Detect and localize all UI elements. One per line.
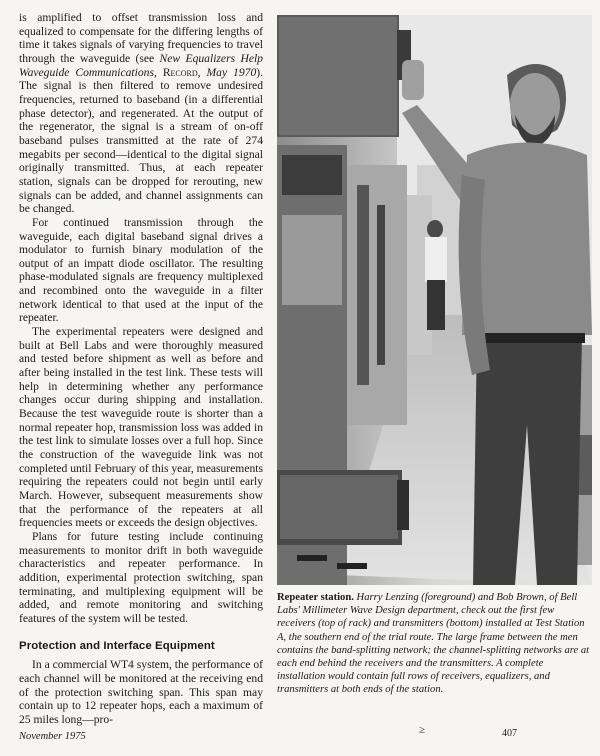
paragraph-4: Plans for future testing include continuing measurements to monitor drift in both waveguide characteristics and repeater performance. In addition, experimental protection switching, span terminating, and multiplexing equipment will be added, and remote monitoring and switching features of the system will be tested. — [19, 529, 263, 625]
paragraph-1-rest: ). The signal is then filtered to remove undesired frequencies, returned to baseband (in a differential phase detector), and regenerated. At the output of the regenerator, the signal is a stream of on-off baseband pulses transmitted at the rate of 274 megabits per second—identical to the digital signal originally transmitted. Thus, at each repeater station, signals can be dropped for rerouting, new signals can be added, and channel assignments can be changed. — [19, 65, 264, 216]
page-number: 407 — [502, 728, 517, 739]
paragraph-1 — [19, 11, 263, 216]
section-heading: Protection and Interface Equipment — [19, 639, 215, 652]
caption-lead: Repeater station. — [277, 592, 354, 603]
photo-caption — [277, 591, 592, 697]
repeater-station-photo — [277, 15, 592, 585]
reference-journal: Record — [162, 65, 198, 79]
caption-text: Harry Lenzing (foreground) and Bob Brown, of Bell Labs' Millimeter Wave Design department, check out the first few receivers (top of rack) and transmitters (bottom) installed at Test Station A, the southern end of the trial route. The large frame between the men contains the band-splitting network; the channel-splitting networks are at each end behind the receivers and the transmitters. A complete installation would contain full rows of receivers, equalizers, and transmitters at both ends of the station. — [277, 592, 590, 696]
footer-date: November 1975 — [19, 731, 86, 742]
article-body — [19, 11, 263, 726]
paragraph-1-text: is amplified to offset transmission loss and equalized to compensate for the differing lengths of time it takes signals of varying frequencies to travel through the waveguide (see — [19, 11, 263, 65]
paragraph-2: For continued transmission through the waveguide, each digital baseband signal drives a modulator to furnish binary modulation of the output of an impatt diode oscillator. The resulting phase-modulated signals are frequency multiplexed and recombined onto the waveguide in a filter network identical to that used at the input of the repeater. — [19, 215, 263, 325]
reference-date: , May 1970 — [197, 65, 257, 79]
footer-mark: ≥ — [419, 724, 426, 736]
reference-title: New Equalizers Help Waveguide Communications, — [19, 51, 263, 79]
paragraph-3: The experimental repeaters were designed and built at Bell Labs and were thoroughly measured and tested before shipment as well as before and after being installed in the test link. These tests will help in determining whether any performance changes occur during shipping and installation. Because the test waveguide route is shorter than a normal repeater hop, transmission loss was added in the test link to simulate losses over a full hop. Since the construction of the waveguide link was not completed until February of this year, measurements requiring the repeaters could not begin until early March. However, subsequent measurements show that the performance of the repeaters at all frequencies meets or exceeds the design objectives. — [19, 325, 263, 530]
paragraph-5: In a commercial WT4 system, the performance of each channel will be monitored at the receiving end of the protection switching span. This span may contain up to 12 repeater hops, each a maximum of 25 miles long—pro- — [19, 658, 263, 726]
